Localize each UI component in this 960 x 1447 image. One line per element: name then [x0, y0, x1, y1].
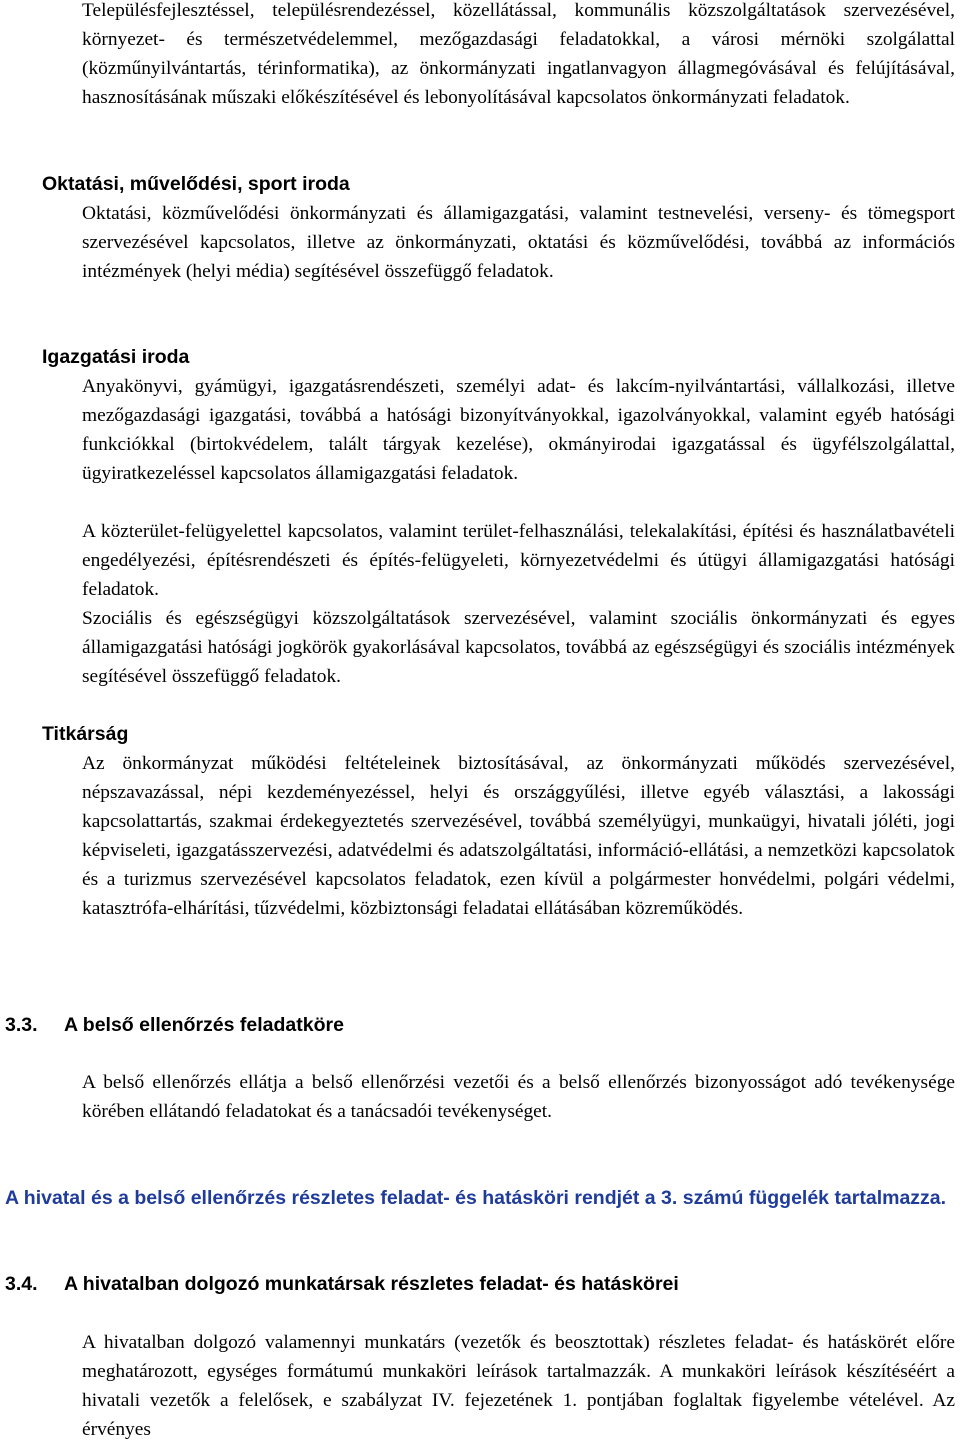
paragraph-igazgatasi-2: A közterület-felügyelettel kapcsolatos, valamint terület-felhasználási, telekalakítási, építési és használatbavételi engedélyezési, építésrendészeti és építés-felügyeleti, környezetvédelmi és útügyi államigazgatási hatósági feladatok.	[82, 521, 955, 600]
blue-note: A hivatal és a belső ellenőrzés részletes feladat- és hatásköri rendjét a 3. számú függelék tartalmazza.	[5, 1187, 947, 1209]
paragraph-3-3: A belső ellenőrzés ellátja a belső ellenőrzési vezetői és a belső ellenőrzés bizonyosságot adó tevékenysége körében ellátandó feladatokat és a tanácsadói tevékenységet.	[82, 1072, 955, 1122]
paragraph-igazgatasi-3: Szociális és egészségügyi közszolgáltatások szervezésével, valamint szociális önkormányzati és egyes államigazgatási hatósági jogkörök gyakorlásával kapcsolatos, továbbá az egészségügyi és szociális intézmények segítésével összefüggő feladatok.	[82, 608, 955, 687]
section-title-3-3: A belső ellenőrzés feladatköre	[64, 1014, 344, 1036]
section-number-3-3: 3.3.	[5, 1014, 38, 1036]
paragraph-oktatasi: Oktatási, közművelődési önkormányzati és államigazgatási, valamint testnevelési, verseny- és tömegsport szervezésével kapcsolatos, illetve az önkormányzati, oktatási és közművelődési, továbbá az információs intézmények (helyi média) segítésével összefüggő feladatok.	[82, 203, 955, 282]
section-title-3-4: A hivatalban dolgozó munkatársak részletes feladat- és hatáskörei	[64, 1273, 679, 1295]
paragraph-igazgatasi-1: Anyakönyvi, gyámügyi, igazgatásrendészeti, személyi adat- és lakcím-nyilvántartási, vállalkozási, illetve mezőgazdasági igazgatási, továbbá a hatósági bizonyítványokkal, igazolványokkal, valamint egyéb hatósági funkciókkal (birtokvédelem, talált tárgyak kezelése), okmányirodai igazgatással és ügyfélszolgálattal, ügyiratkezeléssel kapcsolatos államigazgatási feladatok.	[82, 376, 955, 484]
paragraph-titkarsag: Az önkormányzat működési feltételeinek biztosításával, az önkormányzati működés szervezésével, népszavazással, népi kezdeményezéssel, helyi és országgyűlési, illetve egyéb választási, a lakossági kapcsolattartás, szakmai érdekegyeztetés szervezésével, továbbá személyügyi, munkaügyi, hivatali jóléti, jogi képviseleti, igazgatásszervezési, adatvédelmi és adatszolgáltatási, információ-ellátási, a nemzetközi kapcsolatok és a turizmus szervezésével kapcsolatos feladatok, ezen kívül a polgármester honvédelmi, polgári védelmi, katasztrófa-elhárítási, tűzvédelmi, közbiztonsági feladatai ellátásában közreműködés.	[82, 753, 955, 919]
heading-titkarsag: Titkárság	[42, 723, 129, 745]
heading-igazgatasi: Igazgatási iroda	[42, 346, 190, 368]
section-number-3-4: 3.4.	[5, 1273, 38, 1295]
heading-oktatasi: Oktatási, művelődési, sport iroda	[42, 173, 350, 195]
paragraph-3-4: A hivatalban dolgozó valamennyi munkatárs (vezetők és beosztottak) részletes feladat- és hatáskörét előre meghatározott, egységes formátumú munkaköri leírások tartalmazzák. A munkaköri leírások készítéséért a hivatali vezetők a felelősek, e szabályzat IV. fejezetének 1. pontjában foglaltak figyelembe vételével. Az érvényes	[82, 1332, 955, 1440]
intro-paragraph: Településfejlesztéssel, településrendezéssel, közellátással, kommunális közszolgáltatások szervezésével, környezet- és természetvédelemmel, mezőgazdasági feladatokkal, a városi mérnöki szolgálattal (közműnyilvántartás, térinformatika), az önkormányzati ingatlanvagyon állagmegóvásával és felújításával, hasznosításának műszaki előkészítésével és lebonyolításával kapcsolatos önkormányzati feladatok.	[82, 0, 955, 108]
